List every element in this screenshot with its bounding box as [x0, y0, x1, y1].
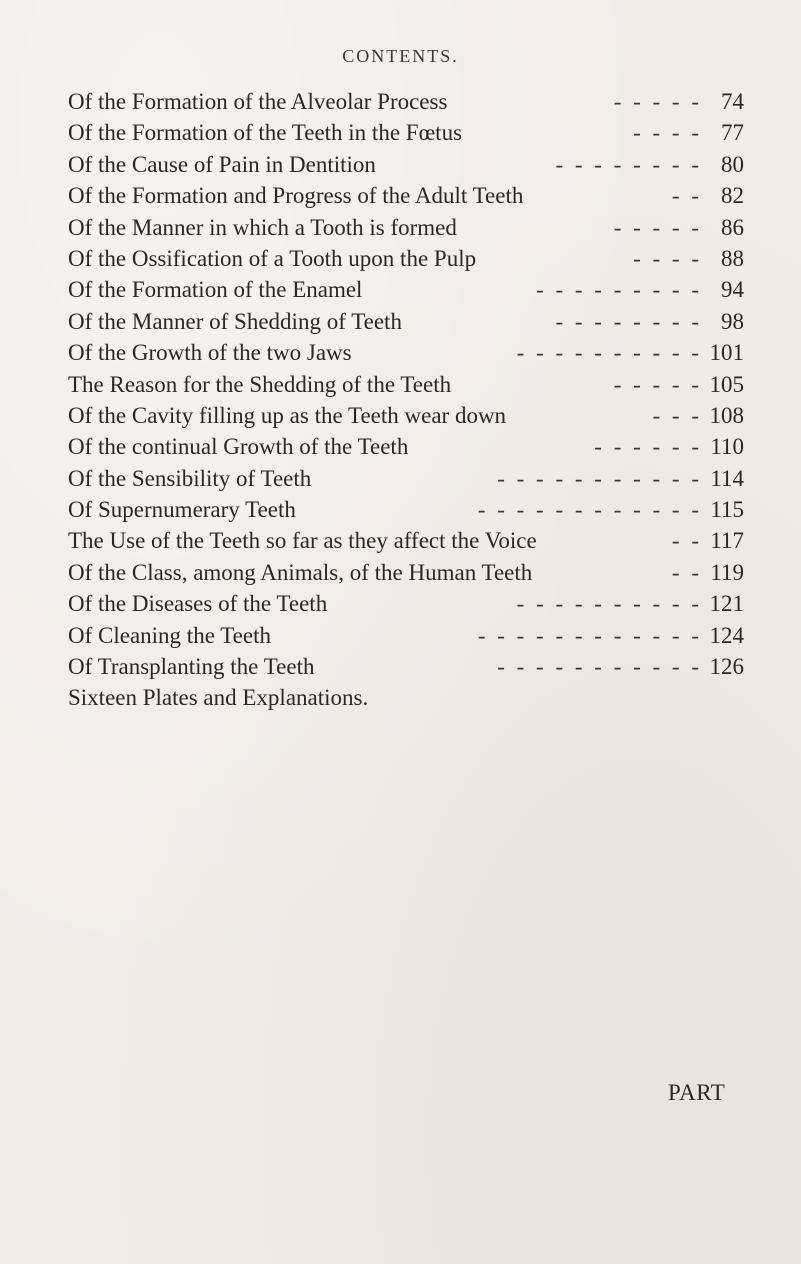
toc-entry	[68, 274, 744, 305]
entry-title: Of the Formation of the Enamel	[68, 277, 363, 303]
toc-entry	[68, 337, 744, 368]
entry-title: Of Transplanting the Teeth	[68, 654, 315, 680]
entry-page-number: 88	[721, 245, 744, 271]
toc-entry	[68, 494, 744, 525]
dot-leader: - - - - -	[613, 371, 702, 397]
dot-leader: - - - - - - - - - - - -	[477, 622, 702, 648]
dot-leader: - - -	[652, 402, 702, 428]
entry-title: Of the Sensibility of Teeth	[68, 465, 312, 491]
dot-leader: - - - - - - - - -	[536, 277, 702, 303]
entry-page-number: 114	[710, 465, 744, 491]
entry-title: Of the Formation and Progress of the Adult Teeth	[68, 183, 524, 209]
table-of-contents	[68, 86, 744, 714]
entry-title: Of the continual Growth of the Teeth	[68, 434, 409, 460]
entry-page-number: 86	[721, 214, 744, 240]
toc-entry	[68, 651, 744, 682]
toc-entry	[68, 431, 744, 462]
entry-title: Of the Class, among Animals, of the Human Teeth	[68, 559, 533, 585]
entry-page-number: 80	[721, 151, 744, 177]
entry-title: Of the Manner of Shedding of Teeth	[68, 308, 402, 334]
dot-leader: - - - - - - - - - - -	[497, 654, 702, 680]
entry-page-number: 94	[721, 277, 744, 303]
toc-entry	[68, 306, 744, 337]
toc-entry	[68, 86, 744, 117]
toc-entry	[68, 212, 744, 243]
entry-title: Sixteen Plates and Explanations.	[68, 685, 369, 711]
dot-leader: - -	[671, 528, 702, 554]
entry-title: The Use of the Teeth so far as they affect the Voice	[68, 528, 537, 554]
toc-entry	[68, 525, 744, 556]
entry-title: Of Cleaning the Teeth	[68, 622, 271, 648]
entry-title: Of the Formation of the Teeth in the Fœtus	[68, 120, 463, 146]
dot-leader: - - - - - - - - - -	[516, 591, 702, 617]
toc-entry	[68, 369, 744, 400]
toc-entry	[68, 149, 744, 180]
dot-leader: - -	[671, 183, 702, 209]
toc-entry	[68, 682, 744, 713]
entry-page-number: 126	[709, 654, 744, 680]
entry-page-number: 119	[710, 559, 744, 585]
entry-title: Of the Cavity filling up as the Teeth wear down	[68, 402, 507, 428]
toc-entry	[68, 180, 744, 211]
dot-leader: - -	[671, 559, 702, 585]
toc-entry	[68, 117, 744, 148]
page-header: CONTENTS.	[342, 46, 459, 66]
entry-page-number: 105	[709, 371, 744, 397]
entry-title: Of the Formation of the Alveolar Process	[68, 89, 448, 114]
toc-entry	[68, 243, 744, 274]
entry-title: Of the Growth of the two Jaws	[68, 340, 352, 366]
entry-page-number: 124	[709, 622, 744, 648]
toc-entry	[68, 400, 744, 431]
entry-title: Of Supernumerary Teeth	[68, 497, 296, 523]
catchword: PART	[668, 1080, 726, 1105]
dot-leader: - - - - - - - - - - - -	[477, 497, 702, 523]
entry-title: Of the Ossification of a Tooth upon the Pulp	[68, 245, 477, 271]
toc-entry	[68, 557, 744, 588]
entry-title: The Reason for the Shedding of the Teeth	[68, 371, 452, 397]
dot-leader: - - - - -	[613, 214, 702, 240]
entry-title: Of the Diseases of the Teeth	[68, 591, 328, 617]
dot-leader: - - - - - - - - - - -	[497, 465, 702, 491]
entry-title: Of the Cause of Pain in Dentition	[68, 151, 376, 177]
entry-page-number: 117	[710, 528, 744, 554]
toc-entry	[68, 463, 744, 494]
dot-leader: - - - - -	[613, 89, 702, 114]
entry-page-number: 121	[709, 591, 744, 617]
entry-page-number: 101	[709, 340, 744, 366]
dot-leader: - - - - - - - -	[555, 151, 702, 177]
entry-page-number: 82	[721, 183, 744, 209]
entry-page-number: 98	[721, 308, 744, 334]
entry-page-number: 110	[710, 434, 744, 460]
entry-page-number: 77	[721, 120, 744, 146]
toc-entry	[68, 620, 744, 651]
entry-page-number: 108	[709, 402, 744, 428]
entry-page-number: 115	[710, 497, 744, 523]
dot-leader: - - - -	[633, 120, 702, 146]
dot-leader: - - - -	[633, 245, 702, 271]
dot-leader: - - - - - - - -	[555, 308, 702, 334]
toc-entry	[68, 588, 744, 619]
entry-title: Of the Manner in which a Tooth is formed	[68, 214, 457, 240]
entry-page-number: 74	[721, 89, 744, 114]
dot-leader: - - - - - - - - - -	[516, 340, 702, 366]
dot-leader: - - - - - -	[594, 434, 702, 460]
